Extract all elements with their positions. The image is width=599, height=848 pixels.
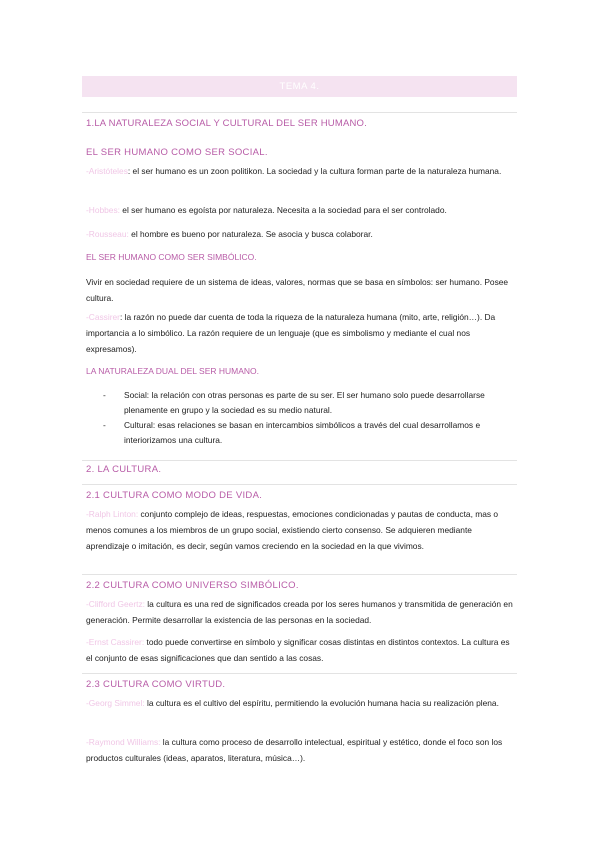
paragraph-text: : la razón no puede dar cuenta de toda la riqueza de la naturaleza humana (mito, arte, religión…). Da importancia a lo simbólico. La razón requiere de un lenguaje (que es simbolismo y mediante el cual nos expresamos).	[86, 312, 496, 354]
paragraph-text: la cultura es una red de significados creada por los seres humanos y transmitida de generación en generación. Permite desarrollar la existencia de las personas en la sociedad.	[86, 599, 513, 625]
subheading-2-1: 2.1 CULTURA COMO MODO DE VIDA.	[86, 490, 263, 501]
divider	[82, 460, 517, 461]
author-linton: -Ralph Linton:	[86, 509, 139, 519]
list-item-text: Social: la relación con otras personas es parte de su ser. El ser humano solo puede desarrollarse plenamente en grupo y la sociedad es su medio natural.	[124, 390, 485, 415]
paragraph-text: el hombre es bueno por naturaleza. Se asocia y busca colaborar.	[128, 229, 373, 239]
author-williams: -Raymond Williams:	[86, 737, 161, 747]
paragraph-cassirer	[86, 309, 514, 357]
subheading-symbolic: EL SER HUMANO COMO SER SIMBÓLICO.	[86, 252, 257, 262]
paragraph-simmel	[86, 695, 514, 711]
paragraph-text: la cultura es el cultivo del espíritu, permitiendo la evolución humana hacia su realización plena.	[144, 698, 499, 708]
author-rousseau: -Rousseau:	[86, 229, 129, 239]
paragraph-text: el ser humano es egoísta por naturaleza. Necesita a la sociedad para el ser controlado.	[119, 205, 447, 215]
author-simmel: -Georg Simmel:	[86, 698, 145, 708]
author-hobbes: -Hobbes:	[86, 205, 120, 215]
divider	[82, 484, 517, 485]
paragraph-hobbes	[86, 202, 514, 218]
subheading-social: EL SER HUMANO COMO SER SOCIAL.	[86, 147, 268, 158]
author-aristoteles: -Aristóteles	[86, 166, 128, 176]
section-1-heading: 1.LA NATURALEZA SOCIAL Y CULTURAL DEL SER HUMANO.	[86, 118, 367, 129]
paragraph-text: todo puede convertirse en símbolo y significar cosas distintas en distintos contextos. La cultura es el conjunto de esas significaciones que dan sentido a las cosas.	[86, 637, 510, 663]
author-ernst-cassirer: -Ernst Cassirer:	[86, 637, 145, 647]
paragraph-rousseau	[86, 226, 514, 242]
bullet-list	[86, 388, 514, 448]
divider	[82, 574, 517, 575]
divider	[82, 112, 517, 113]
list-item	[86, 388, 514, 418]
author-geertz: -Clifford Geertz:	[86, 599, 145, 609]
list-item-text: Cultural: esas relaciones se basan en intercambios simbólicos a través del cual desarrollamos e interiorizamos una cultura.	[124, 420, 481, 445]
paragraph-cassirer-2	[86, 634, 514, 666]
paragraph-aristoteles	[86, 163, 514, 179]
page-title: TEMA 4.	[82, 76, 517, 97]
subheading-2-3: 2.3 CULTURA COMO VIRTUD.	[86, 679, 226, 690]
paragraph-text: la cultura como proceso de desarrollo intelectual, espiritual y estético, donde el foco son los productos culturales (ideas, aparatos, literatura, música…).	[86, 737, 503, 763]
dash-icon: -	[103, 420, 106, 430]
divider	[82, 673, 517, 674]
paragraph-text: : el ser humano es un zoon politikon. La sociedad y la cultura forman parte de la naturaleza humana.	[127, 166, 502, 176]
list-item	[86, 418, 514, 448]
section-2-heading: 2. LA CULTURA.	[86, 464, 162, 475]
subheading-dual: LA NATURALEZA DUAL DEL SER HUMANO.	[86, 366, 260, 376]
paragraph-symbolic-intro: Vivir en sociedad requiere de un sistema de ideas, valores, normas que se basa en símbolos: ser humano. Posee cultura.	[86, 277, 509, 303]
author-cassirer: -Cassirer	[86, 312, 120, 322]
dash-icon: -	[103, 390, 106, 400]
paragraph-text: conjunto complejo de ideas, respuestas, emociones condicionadas y pautas de conducta, mas o menos comunes a los miembros de un grupo social, existiendo cierto consenso. Se adquieren mediante aprendizaje o imitación, es decir, según vamos creciendo en la sociedad en la que vivimos.	[86, 509, 499, 551]
paragraph-geertz	[86, 596, 514, 628]
paragraph-williams	[86, 734, 514, 766]
subheading-2-2: 2.2 CULTURA COMO UNIVERSO SIMBÓLICO.	[86, 580, 299, 591]
paragraph-linton	[86, 506, 514, 554]
